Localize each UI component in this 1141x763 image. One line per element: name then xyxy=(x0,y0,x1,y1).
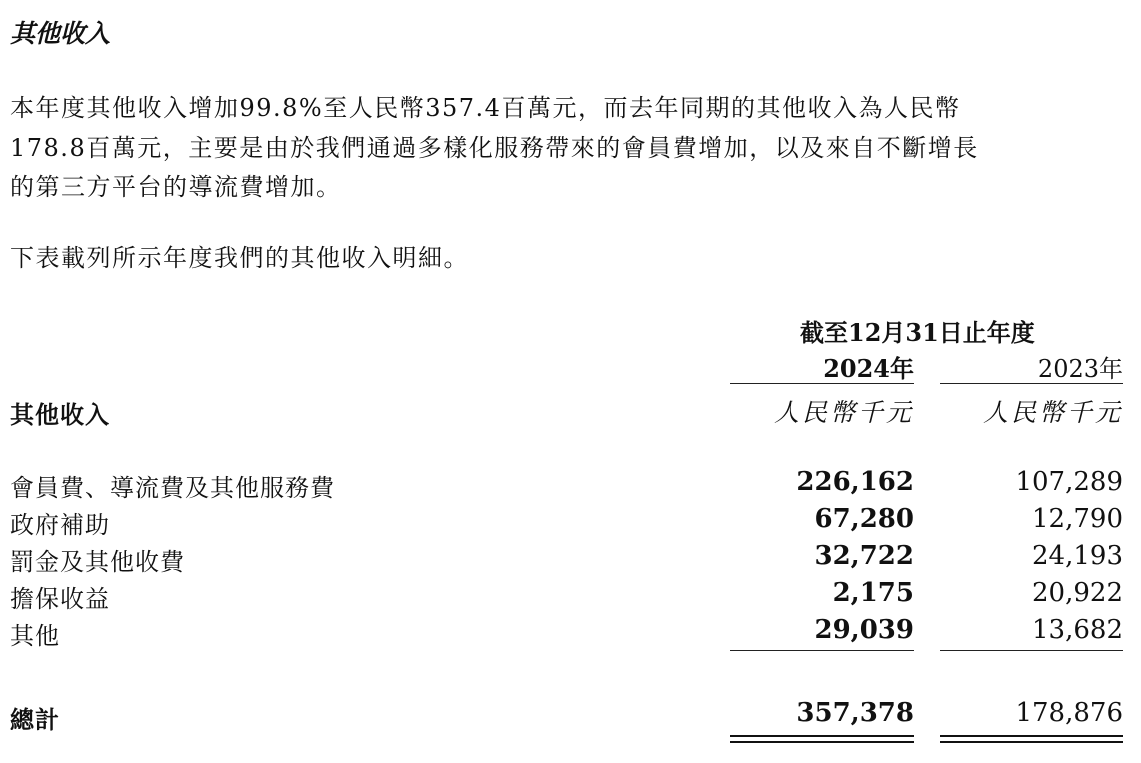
row-value-2023: 20,922 xyxy=(1032,578,1123,608)
header-rule-2024 xyxy=(730,383,914,384)
subtotal-rule-2024 xyxy=(730,650,914,651)
row-value-2023: 12,790 xyxy=(1032,504,1123,534)
row-value-2024: 2,175 xyxy=(832,578,914,608)
table-intro: 下表載列所示年度我們的其他收入明細。 xyxy=(10,244,469,272)
row-value-2023: 13,682 xyxy=(1032,615,1123,645)
period-header: 截至12月31日止年度 xyxy=(800,318,1035,347)
row-value-2023: 24,193 xyxy=(1032,541,1123,571)
total-double-rule-2024-bottom xyxy=(730,741,914,743)
row-value-2024: 32,722 xyxy=(814,541,914,571)
row-label: 政府補助 xyxy=(10,511,110,539)
column-header-2024: 2024年 xyxy=(823,354,914,383)
paragraph-line-2: 178.8百萬元，主要是由於我們通過多樣化服務帶來的會員費增加，以及來自不斷增長 xyxy=(10,134,979,162)
section-heading: 其他收入 xyxy=(10,19,111,48)
total-double-rule-2023-top xyxy=(940,735,1123,737)
unit-2023: 人民幣千元 xyxy=(982,398,1123,427)
row-header: 其他收入 xyxy=(10,400,110,429)
row-value-2024: 29,039 xyxy=(814,615,914,645)
unit-2024: 人民幣千元 xyxy=(773,398,914,427)
total-label: 總計 xyxy=(10,705,60,734)
total-double-rule-2023-bottom xyxy=(940,741,1123,743)
row-value-2024: 226,162 xyxy=(796,467,914,497)
header-rule-2023 xyxy=(940,383,1123,384)
column-header-2023: 2023年 xyxy=(1037,355,1123,383)
total-double-rule-2024-top xyxy=(730,735,914,737)
paragraph-line-3: 的第三方平台的導流費增加。 xyxy=(10,173,342,201)
row-label: 其他 xyxy=(10,622,60,650)
total-value-2023: 178,876 xyxy=(1015,698,1123,728)
total-value-2024: 357,378 xyxy=(796,698,914,728)
row-value-2023: 107,289 xyxy=(1015,467,1123,497)
row-label: 罰金及其他收費 xyxy=(10,548,185,576)
row-label: 擔保收益 xyxy=(10,585,110,613)
paragraph-line-1: 本年度其他收入增加99.8%至人民幣357.4百萬元，而去年同期的其他收入為人民幣 xyxy=(10,94,961,122)
row-label: 會員費、導流費及其他服務費 xyxy=(10,474,335,502)
row-value-2024: 67,280 xyxy=(814,504,914,534)
subtotal-rule-2023 xyxy=(940,650,1123,651)
